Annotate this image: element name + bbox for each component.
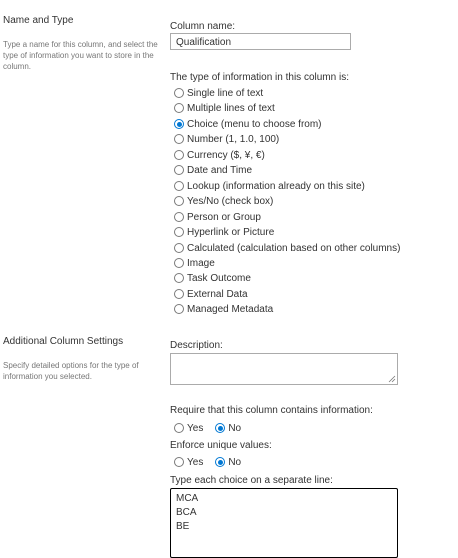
type-option-yes-no[interactable] [174,194,273,208]
unique-option-yes[interactable] [174,457,203,468]
type-option-label: Yes/No (check box) [187,195,274,207]
radio-button[interactable] [174,273,184,283]
type-option-label: Lookup (information already on this site) [187,180,365,192]
type-option-label: Task Outcome [187,272,251,284]
radio-button-selected[interactable] [215,457,225,467]
type-option-label: Person or Group [187,211,261,223]
radio-button[interactable] [174,196,184,206]
description-label: Description: [170,340,223,351]
column-name-input[interactable]: Qualification [170,33,351,50]
require-no-label: No [228,422,242,434]
unique-radio-group [174,455,253,469]
radio-button[interactable] [174,304,184,314]
radio-button[interactable] [174,258,184,268]
type-option-label: External Data [187,288,248,300]
choice-line: BCA [176,507,197,518]
type-option-task-outcome[interactable] [174,271,251,285]
radio-button[interactable] [174,457,184,467]
type-option-image[interactable] [174,256,215,270]
choice-line: MCA [176,493,199,504]
radio-button-selected[interactable] [215,423,225,433]
radio-button[interactable] [174,150,184,160]
type-option-label: Hyperlink or Picture [187,226,275,238]
require-radio-group [174,421,253,435]
unique-option-no[interactable] [215,457,241,468]
type-option-number[interactable] [174,132,279,146]
type-option-label: Date and Time [187,164,253,176]
radio-button[interactable] [174,423,184,433]
type-option-label: Calculated (calculation based on other columns) [187,242,401,254]
radio-button[interactable] [174,134,184,144]
choices-textarea[interactable] [170,488,398,558]
type-option-calculated[interactable] [174,241,400,255]
type-option-choice[interactable] [174,117,322,131]
type-option-label: Choice (menu to choose from) [187,118,322,130]
type-option-label: Single line of text [187,87,264,99]
radio-button[interactable] [174,243,184,253]
type-option-date-time[interactable] [174,163,252,177]
type-option-hyperlink[interactable] [174,225,274,239]
require-label: Require that this column contains information: [170,405,373,416]
choices-label: Type each choice on a separate line: [170,475,333,486]
type-option-label: Multiple lines of text [187,102,275,114]
type-option-person-group[interactable] [174,210,261,224]
type-option-label: Currency ($, ¥, €) [187,149,265,161]
section-title-name-type: Name and Type [3,15,74,26]
type-label: The type of information in this column is: [170,72,349,83]
type-option-currency[interactable] [174,148,265,162]
radio-button[interactable] [174,212,184,222]
unique-label: Enforce unique values: [170,440,272,451]
column-name-label: Column name: [170,21,236,32]
type-option-multiple-lines[interactable] [174,101,275,115]
unique-yes-label: Yes [187,456,204,468]
radio-button[interactable] [174,289,184,299]
radio-button[interactable] [174,103,184,113]
require-option-no[interactable] [215,423,241,434]
type-option-lookup[interactable] [174,179,365,193]
section-title-additional-settings: Additional Column Settings [3,336,124,347]
type-option-external-data[interactable] [174,287,248,301]
type-option-managed-metadata[interactable] [174,302,273,316]
section-description-name-type: Type a name for this column, and select the type of information you want to store in the column. [3,40,158,71]
type-option-label: Image [187,257,215,269]
section-description-additional-settings: Specify detailed options for the type of information you selected. [3,361,139,381]
radio-button-selected[interactable] [174,119,184,129]
require-yes-label: Yes [187,422,204,434]
resize-grip-icon[interactable] [388,375,396,383]
type-option-single-line[interactable] [174,86,263,100]
choice-line: BE [176,521,190,532]
require-option-yes[interactable] [174,423,203,434]
type-option-label: Number (1, 1.0, 100) [187,133,280,145]
radio-button[interactable] [174,165,184,175]
unique-no-label: No [228,456,242,468]
radio-button[interactable] [174,88,184,98]
radio-button[interactable] [174,181,184,191]
description-textarea[interactable] [170,353,398,385]
radio-button[interactable] [174,227,184,237]
type-option-label: Managed Metadata [187,303,274,315]
